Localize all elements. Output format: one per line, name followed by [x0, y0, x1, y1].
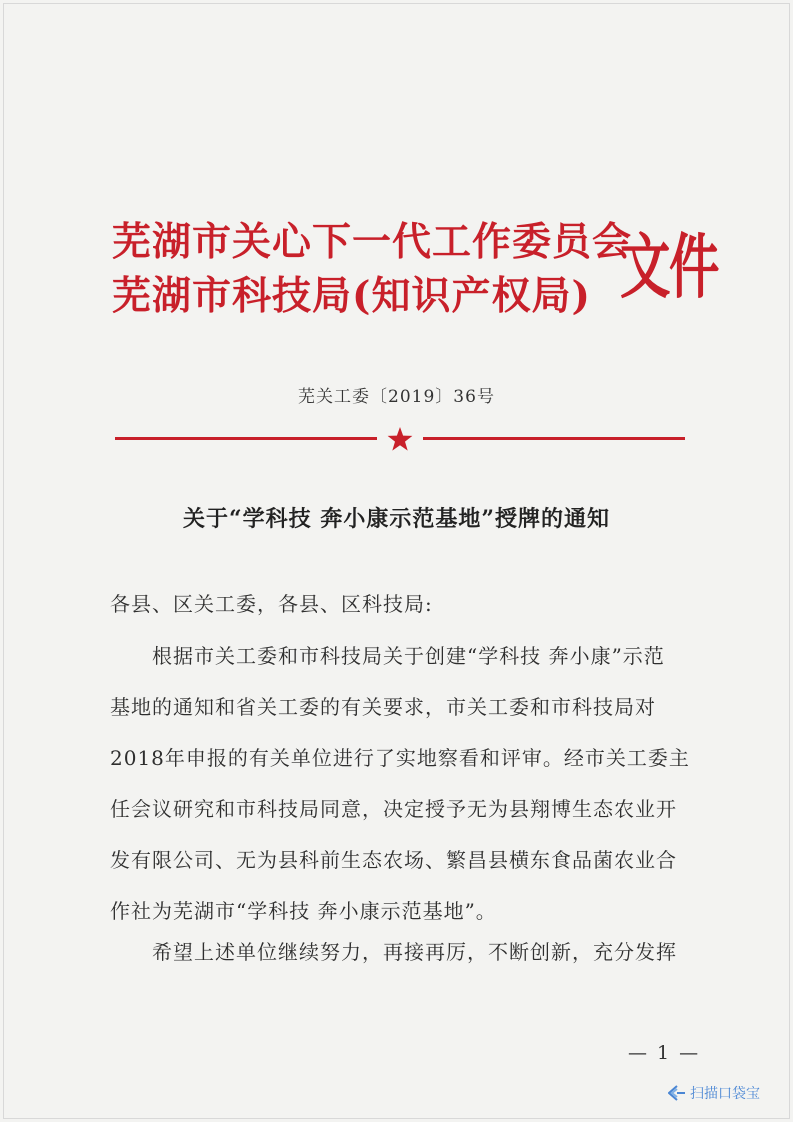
paragraph-line: 基地的通知和省关工委的有关要求，市关工委和市科技局对	[110, 695, 656, 719]
body-paragraph-2	[110, 927, 690, 978]
paragraph-line: 2018年申报的有关单位进行了实地察看和评审。经市关工委主	[110, 746, 690, 770]
recipients-line: 各县、区关工委，各县、区科技局:	[110, 592, 433, 616]
paragraph-line: 作社为芜湖市“学科技 奔小康示范基地”。	[110, 899, 497, 923]
page-number: — 1 —	[628, 1042, 701, 1064]
body-paragraph-1	[110, 631, 690, 937]
red-divider	[115, 427, 685, 451]
header-org-line-2: 芜湖市科技局(知识产权局)	[112, 273, 591, 319]
divider-line-left	[115, 437, 377, 440]
paragraph-line: 希望上述单位继续努力，再接再厉，不断创新，充分发挥	[152, 940, 677, 964]
paragraph-line: 根据市关工委和市科技局关于创建“学科技 奔小康”示范	[152, 644, 665, 668]
divider-line-right	[423, 437, 685, 440]
scanner-watermark	[668, 1083, 760, 1103]
document-header	[112, 215, 632, 323]
document-title: 关于“学科技 奔小康示范基地”授牌的通知	[183, 506, 610, 532]
watermark-text: 扫描口袋宝	[690, 1086, 760, 1102]
header-suffix: 文件	[620, 225, 718, 308]
document-number: 芜关工委〔2019〕36号	[298, 387, 495, 407]
scan-logo-icon	[668, 1085, 686, 1101]
paragraph-line: 任会议研究和市科技局同意，决定授予无为县翔博生态农业开	[110, 797, 677, 821]
paragraph-line: 发有限公司、无为县科前生态农场、繁昌县横东食品菌农业合	[110, 848, 677, 872]
star-icon	[387, 427, 413, 451]
header-org-line-1: 芜湖市关心下一代工作委员会	[112, 219, 633, 265]
